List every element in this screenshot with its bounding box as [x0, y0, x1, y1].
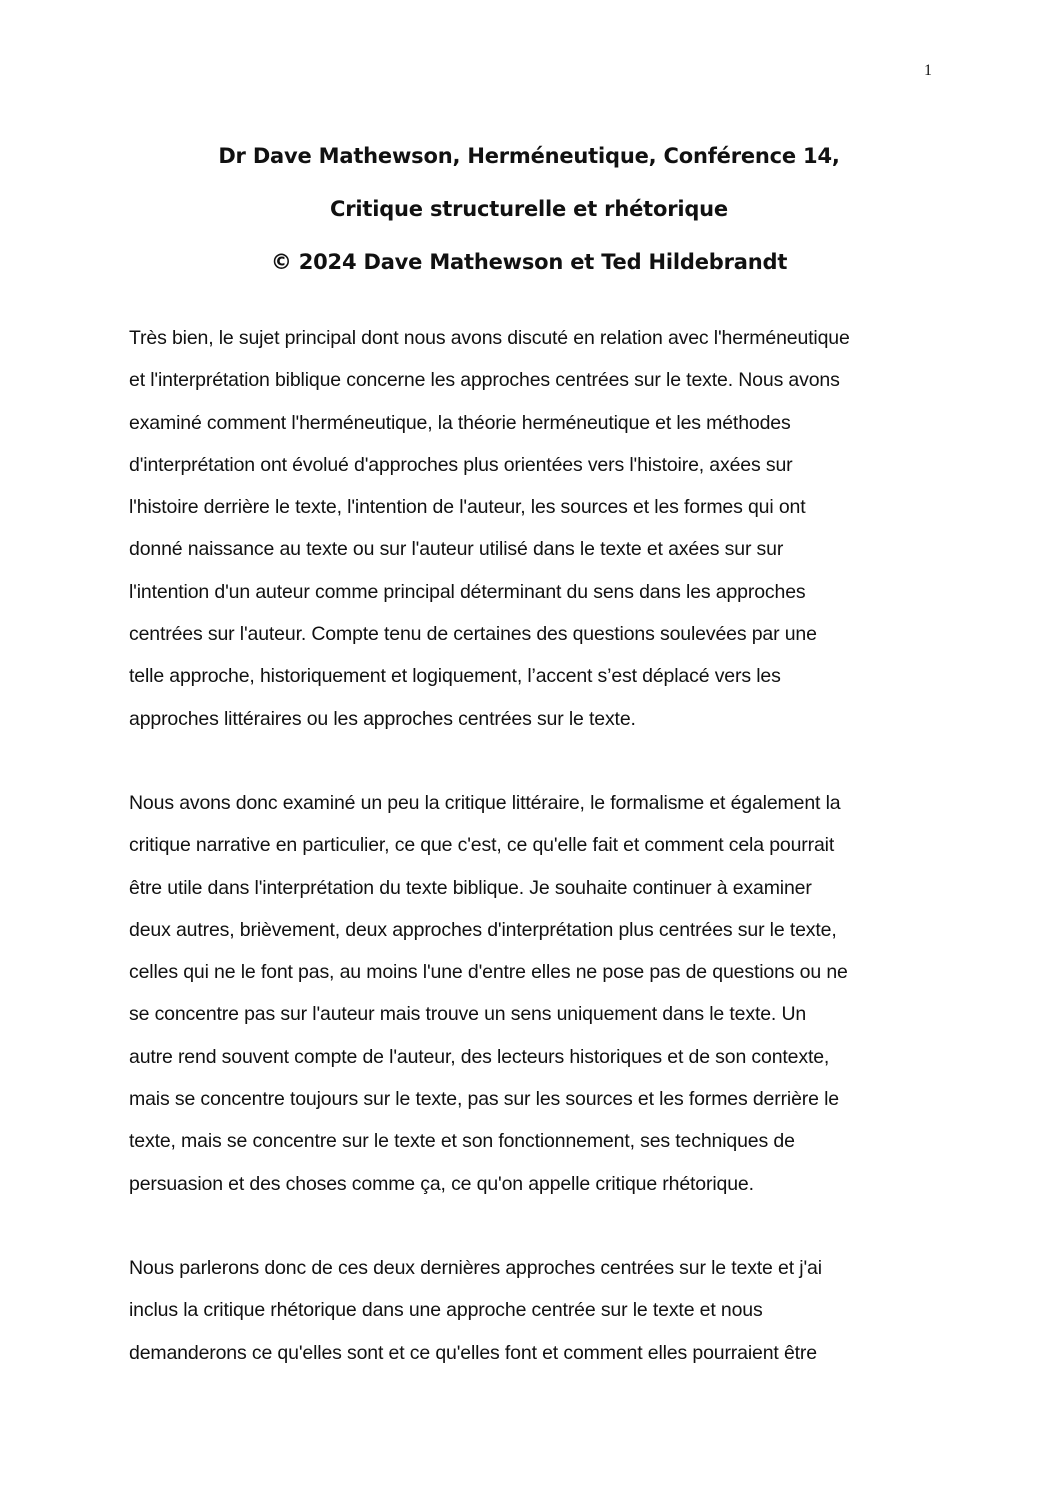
text-line: centrées sur l'auteur. Compte tenu de certaines des questions soulevées par une: [129, 623, 817, 646]
text-line: persuasion et des choses comme ça, ce qu'on appelle critique rhétorique.: [129, 1172, 754, 1195]
text-line: texte, mais se concentre sur le texte et son fonctionnement, ses techniques de: [129, 1130, 795, 1153]
text-line: et l'interprétation biblique concerne les approches centrées sur le texte. Nous avons: [129, 369, 840, 392]
document-title: [0, 130, 1058, 289]
text-line: critique narrative en particulier, ce que c'est, ce qu'elle fait et comment cela pourrait: [129, 834, 835, 857]
title-line-1: Dr Dave Mathewson, Herméneutique, Conférence 14,: [218, 144, 840, 168]
text-line: examiné comment l'herméneutique, la théorie herméneutique et les méthodes: [129, 411, 791, 434]
document-body: [129, 317, 934, 1416]
text-line: approches littéraires ou les approches centrées sur le texte.: [129, 707, 636, 730]
text-line: demanderons ce qu'elles sont et ce qu'elles font et comment elles pourraient être: [129, 1341, 817, 1364]
text-line: autre rend souvent compte de l'auteur, des lecteurs historiques et de son contexte,: [129, 1045, 830, 1068]
text-line: telle approche, historiquement et logiquement, l’accent s’est déplacé vers les: [129, 665, 781, 688]
text-line: Très bien, le sujet principal dont nous avons discuté en relation avec l'herméneutique: [129, 327, 850, 349]
text-line: celles qui ne le font pas, au moins l'une d'entre elles ne pose pas de questions ou ne: [129, 961, 848, 984]
title-line-3: © 2024 Dave Mathewson et Ted Hildebrandt: [270, 250, 788, 274]
text-line: Nous parlerons donc de ces deux dernières approches centrées sur le texte et j'ai: [129, 1256, 822, 1279]
paragraph-1: [129, 317, 934, 740]
title-line-2: Critique structurelle et rhétorique: [330, 197, 728, 221]
text-line: l'intention d'un auteur comme principal déterminant du sens dans les approches: [129, 580, 806, 603]
text-line: donné naissance au texte ou sur l'auteur utilisé dans le texte et axées sur sur: [129, 538, 784, 561]
page-number: 1: [924, 62, 932, 79]
paragraph-3: [129, 1247, 934, 1374]
text-line: d'interprétation ont évolué d'approches plus orientées vers l'histoire, axées sur: [129, 453, 793, 476]
text-line: se concentre pas sur l'auteur mais trouve un sens uniquement dans le texte. Un: [129, 1003, 807, 1026]
text-line: deux autres, brièvement, deux approches d'interprétation plus centrées sur le texte,: [129, 918, 837, 941]
text-line: inclus la critique rhétorique dans une approche centrée sur le texte et nous: [129, 1299, 763, 1322]
text-line: Nous avons donc examiné un peu la critique littéraire, le formalisme et également la: [129, 791, 841, 814]
text-line: mais se concentre toujours sur le texte, pas sur les sources et les formes derrière le: [129, 1088, 839, 1111]
text-line: être utile dans l'interprétation du texte biblique. Je souhaite continuer à examiner: [129, 876, 812, 899]
text-line: l'histoire derrière le texte, l'intention de l'auteur, les sources et les formes qui ont: [129, 496, 806, 519]
paragraph-2: [129, 782, 934, 1205]
